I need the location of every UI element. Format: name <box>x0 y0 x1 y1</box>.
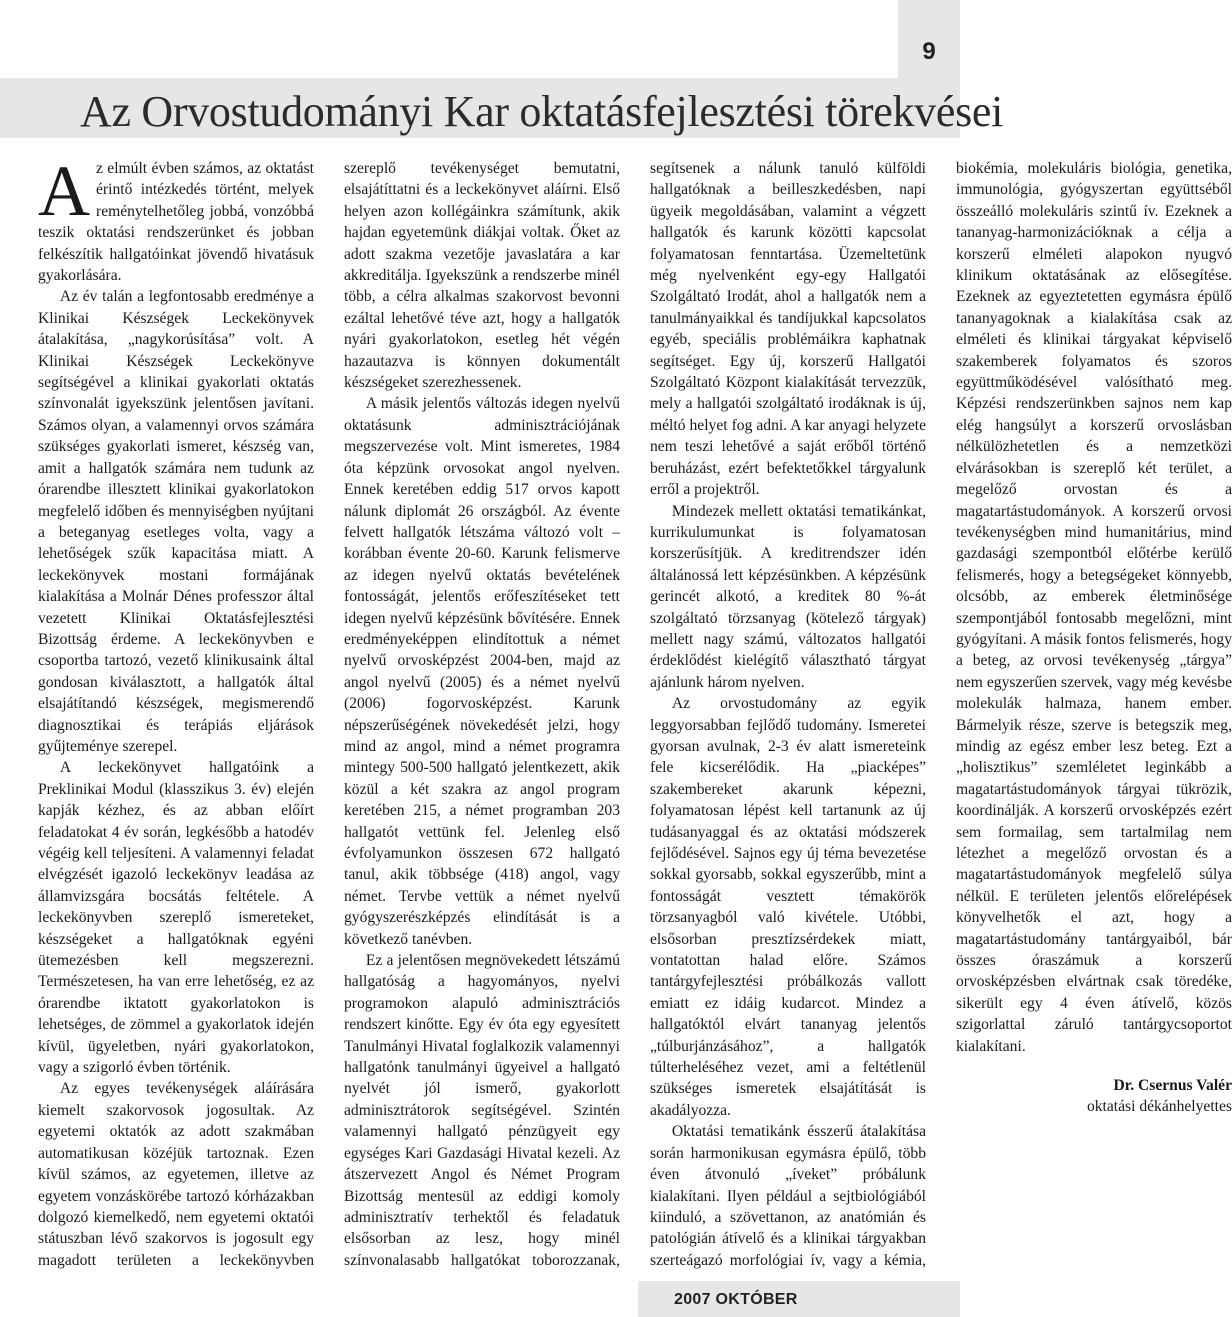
article-body <box>38 151 1232 1276</box>
page-number-tab <box>898 0 960 78</box>
page-number: 9 <box>922 38 936 65</box>
article-paragraph <box>38 151 314 286</box>
article-paragraph: Az év talán a legfontosabb eredménye a Klinikai Készségek Leckekönyvek átalakítása, „nagykorúsítása” volt. A Klinikai Készségek Leckekönyve segítségével a klinikai gyakorlati oktatás színvonalát igyekszünk jelentősen javítani. Számos olyan, a valamennyi orvos számára szükséges gyakorlati ismeret, készség van, amit a hallgatók számára nem tudunk az órarendbe illesztett klinikai gyakorlatokon megfelelő időben és mennyiségben nyújtani a beteganyag esetleges volta, vagy a lehetőségek szűk kapacitása miatt. A leckekönyvek mostani formájának kialakítása a Molnár Dénes professzor által vezetett Klinikai Oktatásfejlesztési Bizottság érdeme. A leckekönyvben e csoportba tartozó, vezető klinikusaink által gondosan kiválasztott, a hallgatók által elsajátítandó készségek, megismerendő diagnosztikai és terápiás eljárások gyűjteménye szerepel. <box>38 288 314 755</box>
author-signature <box>956 1075 1232 1118</box>
article-paragraph: A leckekönyvet hallgatóink a Preklinikai Modul (klasszikus 3. év) elején kapják kézhez, és az abban előírt feladatokat 4 év során, legkésőbb a hatodév végéig kell teljesíteni. A valamennyi feladat elvégzését igazoló leckekönyv leadása az államvizsgára bocsátás feltétele. A leckekönyvben szereplő ismereteket, készségeket a hallgatóknak egyéni ütemezésben kell megszerezni. Természetesen, ha van erre lehetőség, ez az órarendbe iktatott gyakorlatokon is lehetséges, de zömmel a gyakorlatok idején kívül, ügyeletben, nyári gyakorlatokon, vagy a szigorló évben történik. <box>38 759 314 1077</box>
paragraph-text: z elmúlt évben számos, az oktatást érintő intézkedés történt, melyek reménytelhetőleg jobbá, vonzóbbá teszik oktatási rendszerünket és jobban felkészítik hallgatóinkat jövendő hivatásuk gyakorlására. <box>38 160 314 285</box>
article-paragraph: Mindezek mellett oktatási tematikánkat, kurrikulumunkat is folyamatosan korszerűsítjük. A kreditrendszer idén általánossá lett képzésünkben. A képzésünk gerincét alkotó, a kreditek 80 %-át szolgáltató törzsanyag (kötelező tárgyak) mellett nagy számú, változatos hallgatói érdeklődést kielégítő választható tárgyat ajánlunk három nyelven. <box>650 502 926 691</box>
footer-tab <box>638 1281 960 1317</box>
article-paragraph: Az egyes tevékenységek aláírására kiemelt szakorvosok jogosultak. Az egyetemi oktatók az adott szakmában automatikusan közéjük tartoznak. Ezen kívül számos, az egyetemen, illetve az egyetem vonzáskörébe tartozó kórházakban dolgozó kiemelkedő, nem egyetemi oktatói státuszban lévő szakorvos is jogosult egy magadott területen a leckekönyvben szereplő tevékenységet bemutatni, elsajátíttatni és a leckekönyvet aláírni. Első helyen azon kollégáinkra számítunk, akik hajdan egyetemünk diákjai voltak. Őket az adott szakma vezetője javaslatára a kar akkreditálja. Igyekszünk a rendszerbe minél több, a célra alkalmas szakorvost bevonni ezáltal lehetővé téve azt, hogy a hallgatók nyári gyakorlatokon, esetleg hét végén hazautazva is könnyen dokumentált készségeket szerezhessenek. <box>38 160 620 1269</box>
author-role: oktatási dékánhelyettes <box>1086 1098 1232 1116</box>
article-paragraph: Az orvostudomány az egyik leggyorsabban fejlődő tudomány. Ismeretei gyorsan avulnak, 2-3 év alatt ismereteink fele kicserélődik. Ha „piacképes” szakembereket akarunk képezni, folyamatosan lépést kell tartanunk az új tudásanyaggal és az oktatási módszerek fejlődésével. Sajnos egy új téma bevezetése sokkal gyorsabb, sokkal egyszerűbb, mint a fontosságát vesztett témakörök törzsanyagból való kivétele. Utóbbi, elsősorban presztízsérdekek miatt, vontatottan halad előre. Számos tantárgyfejlesztési próbálkozás vallott emiatt ez idáig kudarcot. Mindez a hallgatóktól elvárt tananyag jelentős „túlburjánzásához”, a hallgatók túlterheléséhez vezet, ami a feltétlenül szükséges ismeretek elsajátítását is akadályozza. <box>650 695 926 1119</box>
article-title: Az Orvostudományi Kar oktatásfejlesztési törekvései <box>80 87 1004 136</box>
author-name: Dr. Csernus Valér <box>1113 1077 1232 1095</box>
article-paragraph: A másik jelentős változás idegen nyelvű oktatásunk adminisztrációjának megszervezése volt. Mint ismeretes, 1984 óta képzünk orvosokat angol nyelven. Ennek keretében eddig 517 orvos kapott nálunk diplomát 26 országból. Az évente felvett hallgatók létszáma változó volt – korábban évente 20-60. Karunk felismerve az idegen nyelvű oktatás bevételének fontosságát, jelentős erőfeszítéseket tett idegen nyelvű képzésünk bővítésére. Ennek eredményeképpen elindítottuk a német nyelvű orvosképzést 2004-ben, majd az angol nyelvű (2005) és a német nyelvű (2006) fogorvosképzést. Karunk népszerűségének növekedését jelzi, hogy mind az angol, mind a német programra mintegy 500-500 hallgató jelentkezett, akik közül a két szakra az angol program keretében 215, a német programban 203 hallgatót vettünk fel. Jelenleg első évfolyamunkon összesen 672 hallgató tanul, akik többsége (418) angol, vagy német. Tervbe vettük a német nyelvű gyógyszerészképzés elindítását is a következő tanévben. <box>344 395 620 948</box>
issue-date: 2007 OKTÓBER <box>674 1291 798 1308</box>
article-paragraph: Ez a jelentősen megnövekedett létszámú hallgatóság a hagyományos, nyelvi programokon alapuló adminisztrációs rendszert kinőtte. Egy év óta egy egyesített Tanulmányi Hivatal foglalkozik valamennyi hallgatónk tanulmányi ügyeivel a hallgató nyelvét jól ismerő, gyakorlott adminisztrátorok segítségével. Szintén valamennyi hallgató pénzügyeit egy egységes Kari Gazdasági Hivatal kezeli. Az átszervezett Angol és Német Program Bizottság mentesül az eddigi komoly adminisztratív terhektől és feladatuk elsősorban az lesz, hogy minél színvonalasabb hallgatókat toborozzanak, segítsenek a nálunk tanuló külföldi hallgatóknak a beilleszkedésben, napi ügyeik megoldásában, valamint a végzett hallgatók és karunk közötti kapcsolat folyamatosan fenntartása. Üzemeltetünk még nyelvenként egy-egy Hallgatói Szolgáltató Irodát, ahol a hallgatók nem a tanulmányaikkal és tandíjukkal kapcsolatos egyéb, speciális problémáikra kaphatnak segítséget. Egy új, korszerű Hallgatói Szolgáltató Központ kialakítását tervezzük, mely a hallgatói szolgáltató irodáknak is új, méltó helyet fog adni. A kar anyagi helyzete nem teszi lehetővé a saját erőből történő beruházást, ezért befektetőkkel tárgyalunk erről a projektről. <box>344 160 926 1269</box>
article-paragraph: Oktatási tematikánk ésszerű átalakítása során harmonikusan egymásra épülő, több éven átvonuló „íveket” próbálunk kialakítani. Ilyen például a sejtbiológiából kiinduló, a szövettanon, az anatómián és patológián átívelő és a klinikai tárgyakban szerteágazó morfológiai ív, vagy a kémia, biokémia, molekuláris biológia, genetika, immunológia, gyógyszertan együttséből összeálló molekuláris szintű ív. Ezeknek a tananyag-harmonizációknak a célja a korszerű elméleti alapokon nyugvó klinikum oktatásának az elősegítése. Ezeknek az egyeztetetten egymásra épülő tananyagoknak a kialakítása csak az elméleti és klinikai tárgyakat képviselő szakemberek folyamatos és szoros együttműködésével valósítható meg. Képzési rendszerünkben sajnos nem kap elég hangsúlyt a korszerű orvoslásban nélkülözhetetlen és a nemzetközi elvárásokban is szereplő két terület, a megelőző orvostan és a magatartástudományok. A korszerű orvosi tevékenységben mind humanitárius, mind gazdasági szempontból előtérbe kerülő felismerés, hogy a betegségeket könnyebb, olcsóbb, az emberek életminősége szempontjából fontosabb megelőzni, mint gyógyítani. A másik fontos felismerés, hogy a beteg, az orvosi tevékenység „tárgya” nem egyszerűen szervek, vagy még kevésbe molekulák halmaza, hanem ember. Bármelyik része, szerve is betegszik meg, mindig az egész ember lesz beteg. Ezt a „holisztikus” szemléletet leginkább a magatartástudományok tárgyai tükrözik, koordinálják. A korszerű orvosképzés ezért sem formailag, sem tartalmilag nem létezhet a megelőző orvostan és a magatartástudományok megfelelő súlya nélkül. E területen jelentős előrelépések könyvelhetők el azt, hogy a magatartástudomány tantárgyaiból, bár összes óraszámuk a korszerű orvosképzésben elvártnak csak töredéke, sikerült egy 4 éven átívelő, közös szigorlattal záruló tantárgycsoportot kialakítani. <box>650 160 1232 1269</box>
drop-cap: A <box>38 151 90 231</box>
